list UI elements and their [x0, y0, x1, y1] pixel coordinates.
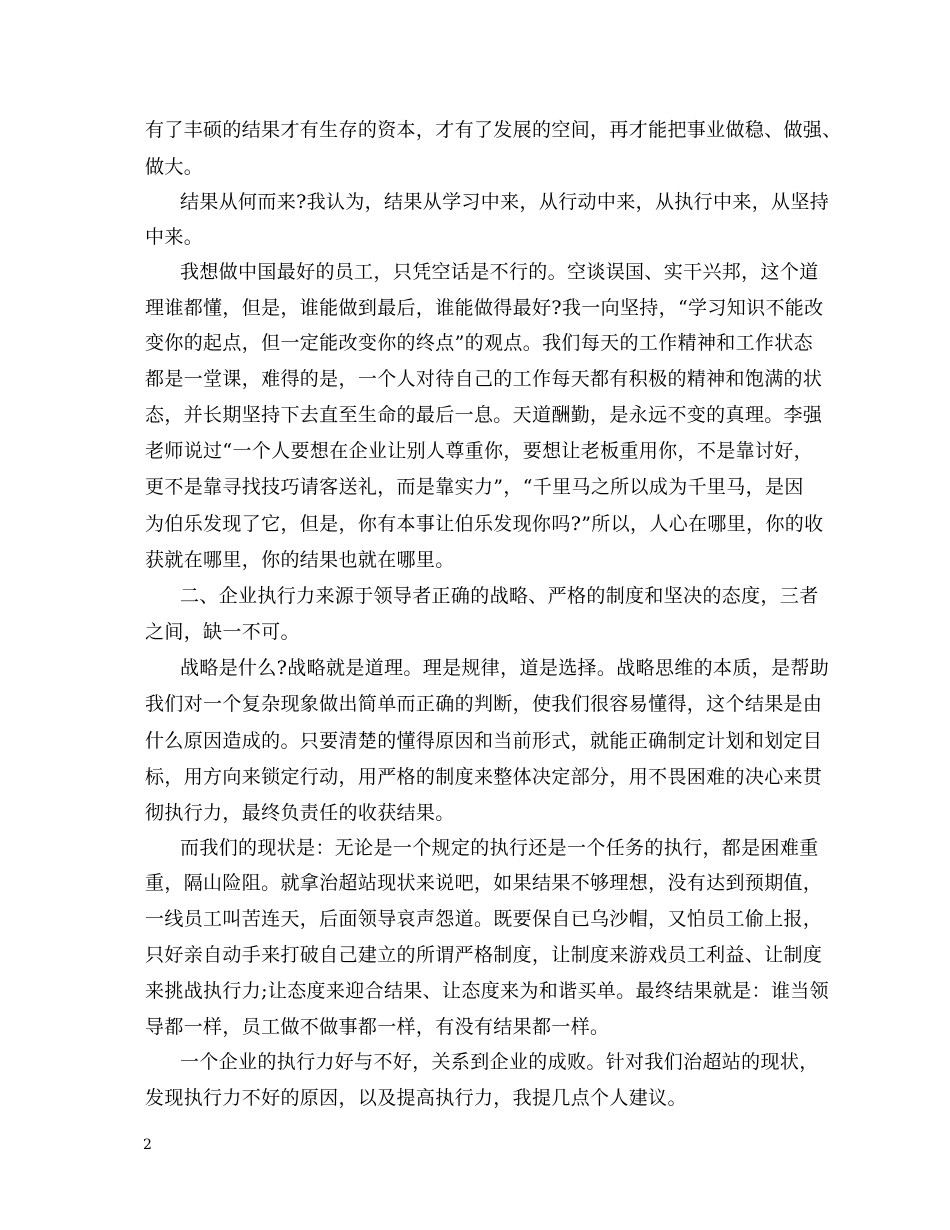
text-line: 做大。 — [145, 156, 204, 178]
text-line: 结果从何而来?我认为，结果从学习中来，从行动中来，从执行中来，从坚持 — [180, 191, 830, 213]
text-line: 彻执行力，最终负责任的收获结果。 — [145, 802, 455, 824]
text-line: 只好亲自动手来打破自己建立的所谓严格制度，让制度来游戏员工利益、让制度 — [145, 944, 823, 966]
text-line: 变你的起点，但一定能改变你的终点”的观点。我们每天的工作精神和工作状态 — [145, 332, 813, 354]
text-line: 为伯乐发现了它，但是，你有本事让伯乐发现你吗?”所以，人心在哪里，你的收 — [145, 513, 824, 535]
text-line: 理谁都懂，但是，谁能做到最后，谁能做得最好?我一向坚持，“学习知识不能改 — [145, 297, 824, 319]
text-line: 获就在哪里，你的结果也就在哪里。 — [145, 549, 455, 571]
text-line: 我们对一个复杂现象做出简单而正确的判断，使我们很容易懂得，这个结果是由 — [145, 693, 823, 715]
text-line: 战略是什么?战略就是道理。理是规律，道是选择。战略思维的本质，是帮助 — [180, 657, 830, 679]
text-line: 来挑战执行力;让态度来迎合结果、让态度来为和谐买单。最终结果就是：谁当领 — [145, 980, 830, 1002]
text-line: 之间，缺一不可。 — [145, 621, 300, 643]
text-line: 更不是靠寻找技巧请客送礼，而是靠实力”，“千里马之所以成为千里马，是因 — [145, 476, 804, 498]
text-line: 而我们的现状是：无论是一个规定的执行还是一个任务的执行，都是困难重 — [180, 837, 819, 859]
text-line: 重，隔山险阻。就拿治超站现状来说吧，如果结果不够理想，没有达到预期值， — [145, 872, 823, 894]
text-line: 一线员工叫苦连天，后面领导哀声怨道。既要保自已乌沙帽，又怕员工偷上报， — [145, 908, 823, 930]
text-line: 二、企业执行力来源于领导者正确的战略、严格的制度和坚决的态度，三者 — [180, 585, 819, 607]
text-line: 老师说过“一个人要想在企业让别人尊重你，要想让老板重用你，不是靠讨好， — [145, 440, 813, 462]
text-line: 一个企业的执行力好与不好，关系到企业的成败。针对我们治超站的现状， — [180, 1051, 819, 1073]
text-line: 中来。 — [145, 226, 204, 248]
text-line: 什么原因造成的。只要清楚的懂得原因和当前形式，就能正确制定计划和划定目 — [145, 730, 823, 752]
text-line: 都是一堂课，难得的是，一个人对待自己的工作每天都有积极的精神和饱满的状 — [145, 368, 823, 390]
text-line: 发现执行力不好的原因，以及提高执行力，我提几点个人建议。 — [145, 1087, 687, 1109]
text-line: 有了丰硕的结果才有生存的资本，才有了发展的空间，再才能把事业做稳、做强、 — [145, 119, 842, 141]
text-line: 我想做中国最好的员工，只凭空话是不行的。空谈误国、实干兴邦，这个道 — [180, 261, 819, 283]
text-line: 导都一样，员工做不做事都一样，有没有结果都一样。 — [145, 1016, 610, 1038]
text-line: 标，用方向来锁定行动，用严格的制度来整体决定部分，用不畏困难的决心来贯 — [145, 766, 823, 788]
page-number: 2 — [143, 1137, 152, 1153]
text-line: 态，并长期坚持下去直至生命的最后一息。天道酬勤，是永远不变的真理。李强 — [145, 404, 823, 426]
